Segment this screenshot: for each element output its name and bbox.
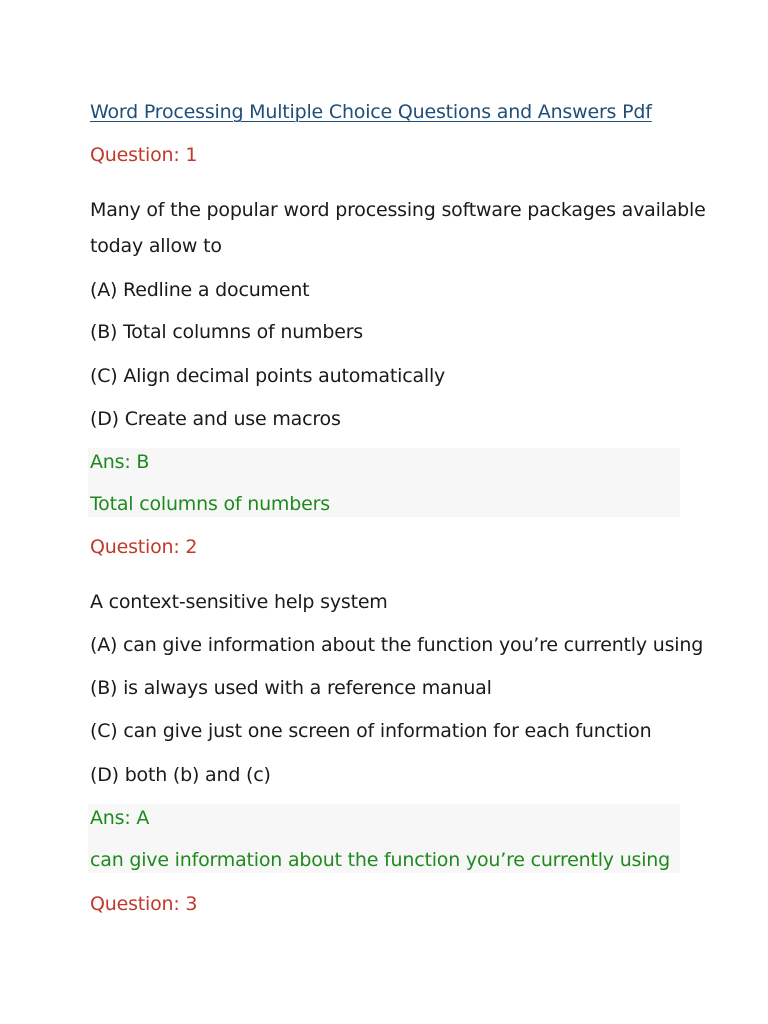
question-1-answer-text: Total columns of numbers bbox=[90, 493, 330, 515]
question-1-option-c: (C) Align decimal points automatically bbox=[90, 365, 446, 387]
question-1-option-b: (B) Total columns of numbers bbox=[90, 321, 363, 343]
question-1-text-line-1: Many of the popular word processing software packages available bbox=[90, 199, 706, 221]
question-2-option-d: (D) both (b) and (c) bbox=[90, 764, 271, 786]
question-2-label: Question: 2 bbox=[90, 536, 198, 558]
question-2-option-a: (A) can give information about the function you’re currently using bbox=[90, 634, 704, 656]
question-2-text-line-1: A context-sensitive help system bbox=[90, 591, 388, 613]
question-2-option-c: (C) can give just one screen of information for each function bbox=[90, 720, 652, 742]
question-2-answer-label: Ans: A bbox=[90, 807, 150, 829]
question-3-label: Question: 3 bbox=[90, 893, 198, 915]
document-title[interactable]: Word Processing Multiple Choice Questions and Answers Pdf bbox=[90, 101, 652, 123]
question-1-label: Question: 1 bbox=[90, 144, 198, 166]
question-2-answer-text: can give information about the function you’re currently using bbox=[90, 849, 671, 871]
question-1-option-d: (D) Create and use macros bbox=[90, 408, 341, 430]
document-page bbox=[90, 0, 706, 1024]
question-1-text-line-2: today allow to bbox=[90, 235, 222, 257]
question-2-option-b: (B) is always used with a reference manual bbox=[90, 677, 492, 699]
question-1-answer-label: Ans: B bbox=[90, 451, 150, 473]
question-1-option-a: (A) Redline a document bbox=[90, 279, 310, 301]
